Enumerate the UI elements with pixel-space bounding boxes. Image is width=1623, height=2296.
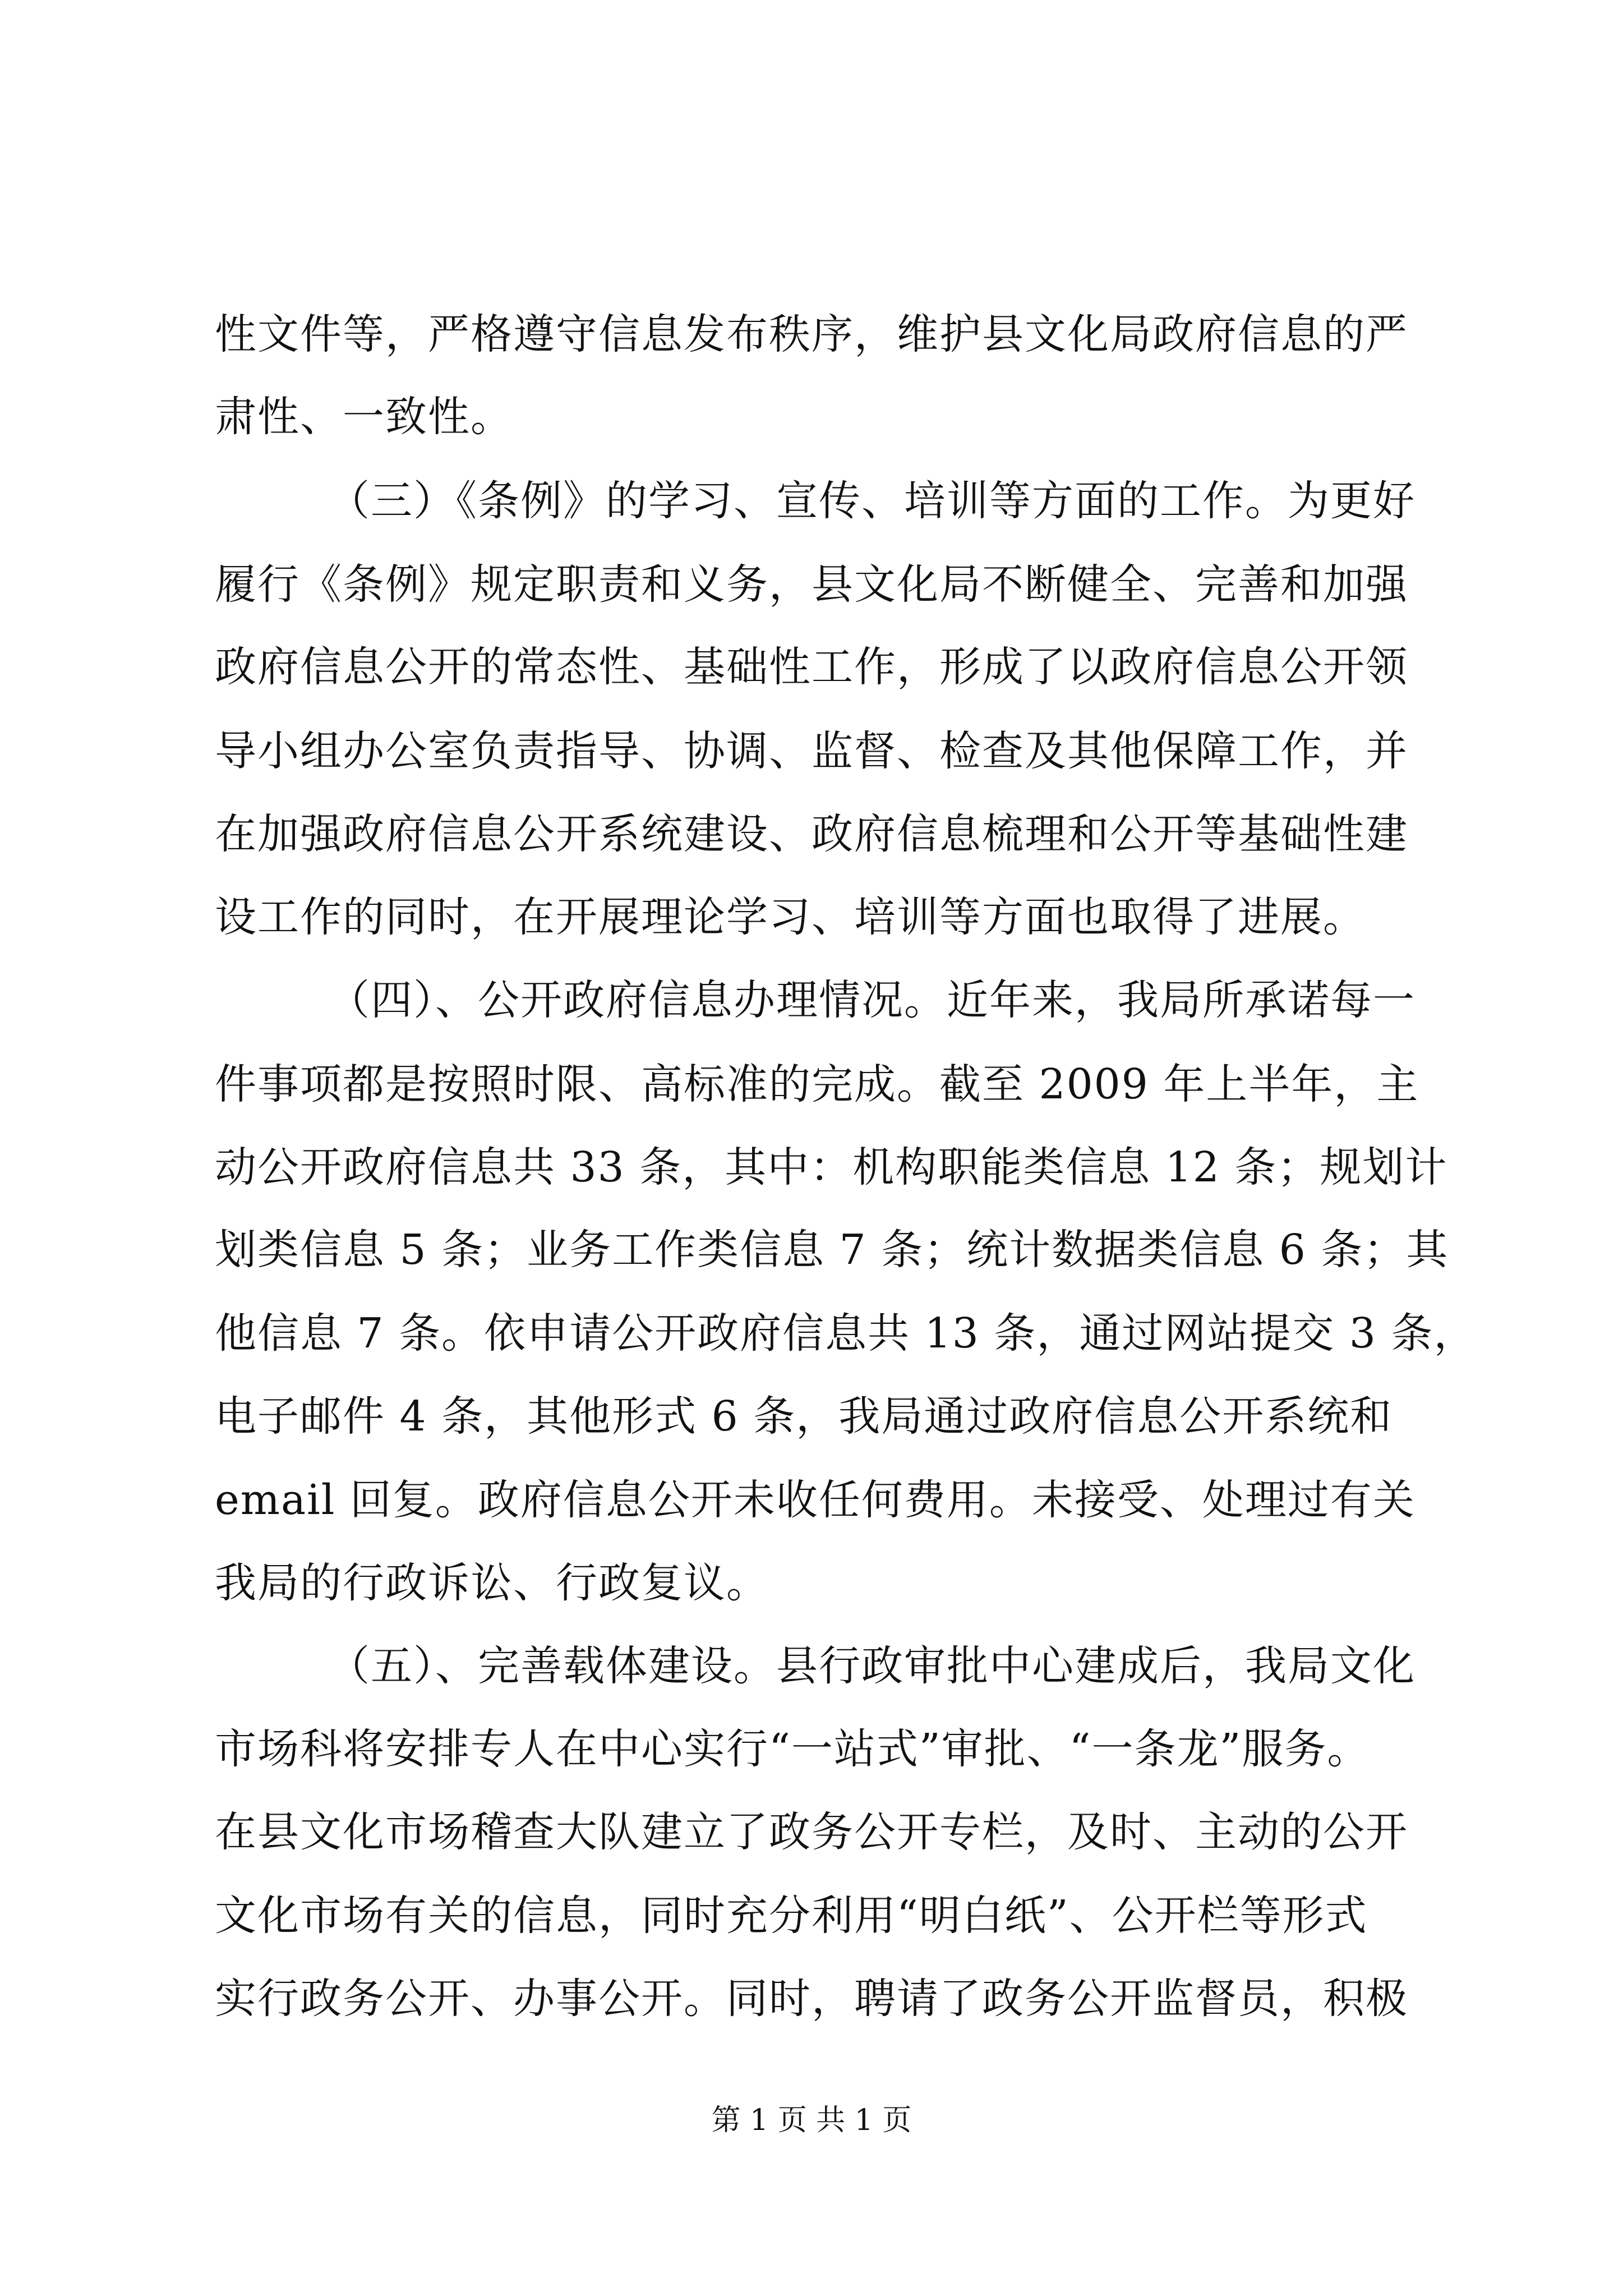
body-text-line: 动公开政府信息共 33 条，其中：机构职能类信息 12 条；规划计 <box>215 1143 1448 1191</box>
body-text-line: 履行《条例》规定职责和义务，县文化局不断健全、完善和加强 <box>215 560 1408 609</box>
body-text-line: 导小组办公室负责指导、协调、监督、检查及其他保障工作，并 <box>215 727 1408 775</box>
body-text-line: 市场科将安排专人在中心实行“一站式”审批、“一条龙”服务。 <box>215 1725 1370 1773</box>
paragraph-heading-five: （五）、完善载体建设。县行政审批中心建成后，我局文化 <box>328 1642 1415 1690</box>
body-text-line: 在加强政府信息公开系统建设、政府信息梳理和公开等基础性建 <box>215 810 1408 858</box>
body-text-line: 他信息 7 条。依申请公开政府信息共 13 条，通过网站提交 3 条， <box>215 1309 1477 1358</box>
body-text-line: 件事项都是按照时限、高标准的完成。截至 2009 年上半年，主 <box>215 1060 1419 1108</box>
body-text-line: 政府信息公开的常态性、基础性工作，形成了以政府信息公开领 <box>215 643 1408 691</box>
body-text-line: 划类信息 5 条；业务工作类信息 7 条；统计数据类信息 6 条；其 <box>215 1226 1449 1274</box>
body-text-line: email 回复。政府信息公开未收任何费用。未接受、处理过有关 <box>215 1476 1415 1524</box>
body-text-line: 性文件等，严格遵守信息发布秩序，维护县文化局政府信息的严 <box>215 310 1408 358</box>
body-text-line: 实行政务公开、办事公开。同时，聘请了政务公开监督员，积极 <box>215 1975 1408 2023</box>
page-footer: 第 1 页 共 1 页 <box>711 2104 912 2137</box>
body-text-line: 文化市场有关的信息，同时充分利用“明白纸”、公开栏等形式 <box>215 1892 1368 1940</box>
paragraph-heading-four: （四）、公开政府信息办理情况。近年来，我局所承诺每一 <box>328 976 1415 1024</box>
paragraph-heading-three: （三）《条例》的学习、宣传、培训等方面的工作。为更好 <box>328 477 1415 525</box>
body-text-line: 在县文化市场稽查大队建立了政务公开专栏，及时、主动的公开 <box>215 1808 1408 1856</box>
body-text-line: 我局的行政诉讼、行政复议。 <box>215 1559 769 1607</box>
body-text-line: 肃性、一致性。 <box>215 393 513 441</box>
body-text-line: 设工作的同时，在开展理论学习、培训等方面也取得了进展。 <box>215 893 1366 941</box>
body-text-line: 电子邮件 4 条，其他形式 6 条，我局通过政府信息公开系统和 <box>215 1392 1393 1441</box>
